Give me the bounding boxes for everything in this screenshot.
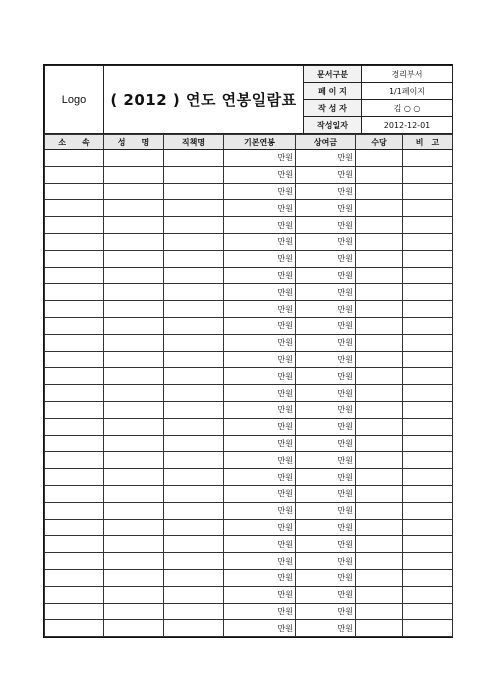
cell-bonus[interactable]: 만원 <box>296 267 356 284</box>
cell-position[interactable] <box>164 536 224 553</box>
table-row <box>45 200 453 217</box>
cell-position[interactable] <box>164 284 224 301</box>
cell-position[interactable] <box>164 418 224 435</box>
cell-bonus[interactable]: 만원 <box>296 385 356 402</box>
cell-position[interactable] <box>164 553 224 570</box>
cell-name[interactable] <box>104 368 164 385</box>
table-row <box>45 183 453 200</box>
cell-name[interactable] <box>104 586 164 603</box>
cell-position[interactable] <box>164 250 224 267</box>
column-header-name: 성 명 <box>104 135 164 150</box>
cell-bonus[interactable]: 만원 <box>296 183 356 200</box>
cell-position[interactable] <box>164 200 224 217</box>
cell-allowance[interactable] <box>356 502 403 519</box>
cell-name[interactable] <box>104 385 164 402</box>
cell-dept[interactable] <box>45 385 104 402</box>
cell-base-salary[interactable]: 만원 <box>224 502 296 519</box>
table-row <box>45 250 453 267</box>
cell-allowance[interactable] <box>356 603 403 620</box>
cell-remarks[interactable] <box>403 368 453 385</box>
cell-dept[interactable] <box>45 469 104 486</box>
cell-base-salary[interactable]: 만원 <box>224 267 296 284</box>
cell-position[interactable] <box>164 502 224 519</box>
cell-bonus[interactable]: 만원 <box>296 586 356 603</box>
cell-position[interactable] <box>164 217 224 234</box>
cell-name[interactable] <box>104 183 164 200</box>
cell-dept[interactable] <box>45 620 104 637</box>
table-row <box>45 166 453 183</box>
table-row <box>45 502 453 519</box>
cell-allowance[interactable] <box>356 385 403 402</box>
cell-base-salary[interactable]: 만원 <box>224 334 296 351</box>
meta-label-date: 작성일자 <box>304 117 362 134</box>
cell-bonus[interactable]: 만원 <box>296 150 356 167</box>
cell-bonus[interactable]: 만원 <box>296 217 356 234</box>
cell-dept[interactable] <box>45 317 104 334</box>
column-header-remarks: 비 고 <box>403 135 453 150</box>
cell-base-salary[interactable]: 만원 <box>224 166 296 183</box>
cell-dept[interactable] <box>45 250 104 267</box>
cell-dept[interactable] <box>45 267 104 284</box>
cell-name[interactable] <box>104 603 164 620</box>
cell-name[interactable] <box>104 200 164 217</box>
cell-remarks[interactable] <box>403 469 453 486</box>
column-header-allowance: 수당 <box>356 135 403 150</box>
cell-dept[interactable] <box>45 553 104 570</box>
document-title: ( 2012 ) 연도 연봉일람표 <box>104 66 304 134</box>
cell-position[interactable] <box>164 569 224 586</box>
cell-remarks[interactable] <box>403 351 453 368</box>
cell-bonus[interactable]: 만원 <box>296 317 356 334</box>
cell-bonus[interactable]: 만원 <box>296 250 356 267</box>
cell-position[interactable] <box>164 183 224 200</box>
cell-position[interactable] <box>164 485 224 502</box>
cell-name[interactable] <box>104 217 164 234</box>
column-header-base-salary: 기본연봉 <box>224 135 296 150</box>
cell-remarks[interactable] <box>403 334 453 351</box>
table-body <box>45 150 453 637</box>
table-row <box>45 536 453 553</box>
cell-name[interactable] <box>104 536 164 553</box>
cell-bonus[interactable]: 만원 <box>296 519 356 536</box>
cell-remarks[interactable] <box>403 553 453 570</box>
cell-bonus[interactable]: 만원 <box>296 469 356 486</box>
meta-label-page: 페 이 지 <box>304 83 362 100</box>
cell-base-salary[interactable]: 만원 <box>224 150 296 167</box>
cell-allowance[interactable] <box>356 620 403 637</box>
cell-dept[interactable] <box>45 351 104 368</box>
cell-bonus[interactable]: 만원 <box>296 569 356 586</box>
cell-allowance[interactable] <box>356 301 403 318</box>
table-row <box>45 233 453 250</box>
cell-bonus[interactable]: 만원 <box>296 368 356 385</box>
cell-name[interactable] <box>104 435 164 452</box>
cell-bonus[interactable]: 만원 <box>296 284 356 301</box>
cell-dept[interactable] <box>45 334 104 351</box>
cell-allowance[interactable] <box>356 401 403 418</box>
cell-allowance[interactable] <box>356 351 403 368</box>
cell-bonus[interactable]: 만원 <box>296 620 356 637</box>
header-block <box>44 65 453 134</box>
cell-bonus[interactable]: 만원 <box>296 418 356 435</box>
cell-name[interactable] <box>104 569 164 586</box>
cell-dept[interactable] <box>45 200 104 217</box>
cell-name[interactable] <box>104 150 164 167</box>
cell-position[interactable] <box>164 368 224 385</box>
cell-name[interactable] <box>104 317 164 334</box>
cell-position[interactable] <box>164 435 224 452</box>
cell-bonus[interactable]: 만원 <box>296 200 356 217</box>
cell-position[interactable] <box>164 166 224 183</box>
cell-base-salary[interactable]: 만원 <box>224 586 296 603</box>
cell-name[interactable] <box>104 553 164 570</box>
cell-dept[interactable] <box>45 452 104 469</box>
cell-remarks[interactable] <box>403 200 453 217</box>
cell-dept[interactable] <box>45 301 104 318</box>
cell-base-salary[interactable]: 만원 <box>224 418 296 435</box>
cell-allowance[interactable] <box>356 183 403 200</box>
cell-base-salary[interactable]: 만원 <box>224 368 296 385</box>
cell-remarks[interactable] <box>403 418 453 435</box>
cell-name[interactable] <box>104 166 164 183</box>
cell-bonus[interactable]: 만원 <box>296 351 356 368</box>
table-row <box>45 267 453 284</box>
table-row <box>45 603 453 620</box>
cell-remarks[interactable] <box>403 569 453 586</box>
cell-bonus[interactable]: 만원 <box>296 233 356 250</box>
cell-allowance[interactable] <box>356 368 403 385</box>
cell-dept[interactable] <box>45 183 104 200</box>
cell-remarks[interactable] <box>403 150 453 167</box>
cell-name[interactable] <box>104 267 164 284</box>
cell-dept[interactable] <box>45 217 104 234</box>
table-row <box>45 334 453 351</box>
cell-allowance[interactable] <box>356 569 403 586</box>
cell-remarks[interactable] <box>403 301 453 318</box>
table-row <box>45 569 453 586</box>
table-row <box>45 401 453 418</box>
table-row <box>45 284 453 301</box>
cell-base-salary[interactable]: 만원 <box>224 317 296 334</box>
cell-base-salary[interactable]: 만원 <box>224 620 296 637</box>
cell-name[interactable] <box>104 418 164 435</box>
cell-remarks[interactable] <box>403 485 453 502</box>
cell-allowance[interactable] <box>356 418 403 435</box>
cell-dept[interactable] <box>45 603 104 620</box>
cell-bonus[interactable]: 만원 <box>296 301 356 318</box>
cell-base-salary[interactable]: 만원 <box>224 485 296 502</box>
meta-value-author: 김 ○ ○ <box>362 100 453 117</box>
cell-base-salary[interactable]: 만원 <box>224 469 296 486</box>
table-row <box>45 301 453 318</box>
cell-position[interactable] <box>164 317 224 334</box>
cell-name[interactable] <box>104 452 164 469</box>
cell-name[interactable] <box>104 351 164 368</box>
cell-bonus[interactable]: 만원 <box>296 401 356 418</box>
cell-remarks[interactable] <box>403 502 453 519</box>
cell-allowance[interactable] <box>356 233 403 250</box>
meta-value-page: 1/1페이지 <box>362 83 453 100</box>
cell-allowance[interactable] <box>356 519 403 536</box>
cell-name[interactable] <box>104 485 164 502</box>
cell-position[interactable] <box>164 334 224 351</box>
table-row <box>45 620 453 637</box>
cell-dept[interactable] <box>45 435 104 452</box>
cell-name[interactable] <box>104 519 164 536</box>
table-row <box>45 368 453 385</box>
column-header-bonus: 상여금 <box>296 135 356 150</box>
table-row <box>45 150 453 167</box>
cell-position[interactable] <box>164 586 224 603</box>
table-row <box>45 435 453 452</box>
cell-allowance[interactable] <box>356 267 403 284</box>
cell-allowance[interactable] <box>356 166 403 183</box>
cell-name[interactable] <box>104 233 164 250</box>
cell-name[interactable] <box>104 502 164 519</box>
column-header-position: 직책명 <box>164 135 224 150</box>
cell-base-salary[interactable]: 만원 <box>224 569 296 586</box>
cell-dept[interactable] <box>45 401 104 418</box>
table-row <box>45 385 453 402</box>
cell-allowance[interactable] <box>356 250 403 267</box>
cell-remarks[interactable] <box>403 401 453 418</box>
cell-name[interactable] <box>104 469 164 486</box>
cell-name[interactable] <box>104 301 164 318</box>
column-header-dept: 소 속 <box>45 135 104 150</box>
table-header-row <box>45 135 453 150</box>
cell-position[interactable] <box>164 233 224 250</box>
cell-bonus[interactable]: 만원 <box>296 553 356 570</box>
cell-base-salary[interactable]: 만원 <box>224 284 296 301</box>
cell-remarks[interactable] <box>403 452 453 469</box>
cell-allowance[interactable] <box>356 284 403 301</box>
cell-allowance[interactable] <box>356 334 403 351</box>
cell-allowance[interactable] <box>356 200 403 217</box>
cell-allowance[interactable] <box>356 469 403 486</box>
cell-bonus[interactable]: 만원 <box>296 435 356 452</box>
cell-position[interactable] <box>164 469 224 486</box>
cell-dept[interactable] <box>45 368 104 385</box>
cell-allowance[interactable] <box>356 217 403 234</box>
table-row <box>45 317 453 334</box>
cell-remarks[interactable] <box>403 217 453 234</box>
cell-remarks[interactable] <box>403 183 453 200</box>
cell-name[interactable] <box>104 284 164 301</box>
cell-dept[interactable] <box>45 150 104 167</box>
meta-value-date: 2012-12-01 <box>362 117 453 134</box>
cell-bonus[interactable]: 만원 <box>296 452 356 469</box>
cell-name[interactable] <box>104 401 164 418</box>
cell-allowance[interactable] <box>356 452 403 469</box>
meta-label-author: 작 성 자 <box>304 100 362 117</box>
meta-value-doc-type: 경리부서 <box>362 66 453 83</box>
cell-dept[interactable] <box>45 502 104 519</box>
cell-position[interactable] <box>164 150 224 167</box>
cell-remarks[interactable] <box>403 317 453 334</box>
table-row <box>45 217 453 234</box>
cell-bonus[interactable]: 만원 <box>296 603 356 620</box>
cell-remarks[interactable] <box>403 233 453 250</box>
table-row <box>45 469 453 486</box>
cell-base-salary[interactable]: 만원 <box>224 250 296 267</box>
cell-base-salary[interactable]: 만원 <box>224 435 296 452</box>
cell-dept[interactable] <box>45 166 104 183</box>
cell-dept[interactable] <box>45 519 104 536</box>
cell-base-salary[interactable]: 만원 <box>224 183 296 200</box>
table-row <box>45 586 453 603</box>
cell-position[interactable] <box>164 452 224 469</box>
cell-bonus[interactable]: 만원 <box>296 334 356 351</box>
cell-allowance[interactable] <box>356 435 403 452</box>
cell-base-salary[interactable]: 만원 <box>224 536 296 553</box>
cell-position[interactable] <box>164 519 224 536</box>
cell-base-salary[interactable]: 만원 <box>224 301 296 318</box>
cell-allowance[interactable] <box>356 485 403 502</box>
cell-remarks[interactable] <box>403 250 453 267</box>
cell-bonus[interactable]: 만원 <box>296 485 356 502</box>
cell-remarks[interactable] <box>403 603 453 620</box>
cell-name[interactable] <box>104 250 164 267</box>
cell-allowance[interactable] <box>356 317 403 334</box>
cell-remarks[interactable] <box>403 435 453 452</box>
table-row <box>45 553 453 570</box>
cell-base-salary[interactable]: 만원 <box>224 351 296 368</box>
cell-remarks[interactable] <box>403 536 453 553</box>
cell-position[interactable] <box>164 603 224 620</box>
table-row <box>45 452 453 469</box>
cell-position[interactable] <box>164 385 224 402</box>
table-row <box>45 351 453 368</box>
cell-remarks[interactable] <box>403 166 453 183</box>
cell-base-salary[interactable]: 만원 <box>224 233 296 250</box>
cell-remarks[interactable] <box>403 620 453 637</box>
cell-allowance[interactable] <box>356 586 403 603</box>
cell-position[interactable] <box>164 351 224 368</box>
cell-base-salary[interactable]: 만원 <box>224 519 296 536</box>
table-row <box>45 418 453 435</box>
cell-remarks[interactable] <box>403 267 453 284</box>
table-row <box>45 485 453 502</box>
salary-table <box>44 134 453 637</box>
salary-sheet <box>43 64 453 638</box>
cell-remarks[interactable] <box>403 519 453 536</box>
cell-allowance[interactable] <box>356 150 403 167</box>
cell-remarks[interactable] <box>403 586 453 603</box>
cell-position[interactable] <box>164 401 224 418</box>
cell-position[interactable] <box>164 301 224 318</box>
cell-base-salary[interactable]: 만원 <box>224 217 296 234</box>
cell-bonus[interactable]: 만원 <box>296 536 356 553</box>
cell-dept[interactable] <box>45 586 104 603</box>
cell-base-salary[interactable]: 만원 <box>224 385 296 402</box>
cell-dept[interactable] <box>45 418 104 435</box>
cell-dept[interactable] <box>45 284 104 301</box>
cell-bonus[interactable]: 만원 <box>296 502 356 519</box>
cell-remarks[interactable] <box>403 385 453 402</box>
cell-base-salary[interactable]: 만원 <box>224 200 296 217</box>
cell-base-salary[interactable]: 만원 <box>224 401 296 418</box>
cell-allowance[interactable] <box>356 553 403 570</box>
cell-remarks[interactable] <box>403 284 453 301</box>
cell-name[interactable] <box>104 334 164 351</box>
meta-label-doc-type: 문서구분 <box>304 66 362 83</box>
cell-dept[interactable] <box>45 233 104 250</box>
cell-dept[interactable] <box>45 569 104 586</box>
cell-allowance[interactable] <box>356 536 403 553</box>
cell-position[interactable] <box>164 620 224 637</box>
cell-bonus[interactable]: 만원 <box>296 166 356 183</box>
cell-dept[interactable] <box>45 485 104 502</box>
cell-base-salary[interactable]: 만원 <box>224 452 296 469</box>
cell-name[interactable] <box>104 620 164 637</box>
cell-base-salary[interactable]: 만원 <box>224 553 296 570</box>
cell-position[interactable] <box>164 267 224 284</box>
table-row <box>45 519 453 536</box>
cell-base-salary[interactable]: 만원 <box>224 603 296 620</box>
cell-dept[interactable] <box>45 536 104 553</box>
logo-placeholder: Logo <box>45 66 104 134</box>
